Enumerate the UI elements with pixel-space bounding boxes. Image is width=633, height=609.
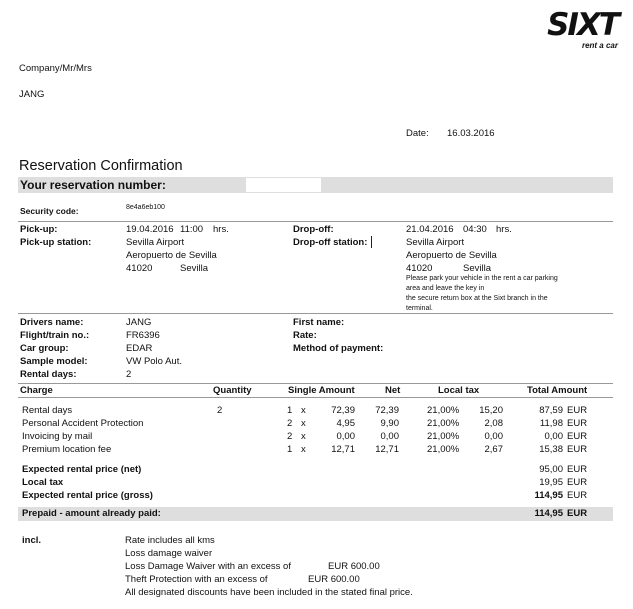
summary-net-value: 95,00 (539, 464, 563, 475)
charge-count: 2 (287, 431, 293, 442)
pickup-date: 19.04.2016 (126, 224, 174, 235)
dropoff-note-line-2: area and leave the key in (406, 285, 485, 292)
summary-net-currency: EUR (567, 464, 588, 475)
pickup-station-label: Pick-up station: (20, 237, 92, 248)
charge-total: 11,98 (539, 418, 563, 429)
charge-currency: EUR (567, 444, 588, 455)
logo-tagline: rent a car (581, 41, 618, 50)
charge-count: 1 (287, 444, 293, 455)
sample-model-label: Sample model: (20, 356, 88, 367)
charge-net: 9,90 (380, 418, 399, 429)
divider (18, 397, 613, 398)
charge-currency: EUR (567, 405, 588, 416)
divider (18, 383, 613, 384)
dropoff-note-line-1: Please park your vehicle in the rent a car parking (406, 275, 558, 282)
divider (18, 313, 613, 314)
summary-gross-value: 114,95 (534, 490, 563, 501)
charge-tax-pct: 21,00% (427, 405, 460, 416)
pickup-station-line-2: Aeropuerto de Sevilla (126, 250, 217, 261)
charge-currency: EUR (567, 431, 588, 442)
security-code-value: 8e4a6eb100 (126, 204, 165, 211)
rental-days: 2 (126, 369, 132, 380)
charge-name: Personal Accident Protection (22, 418, 144, 429)
incl-item: All designated discounts have been included in the stated final price. (125, 587, 413, 598)
charge-tax-pct: 21,00% (427, 431, 460, 442)
charge-name: Rental days (22, 405, 73, 416)
col-header-single-amount: Single Amount (288, 385, 355, 396)
dropoff-note-line-4: terminal. (406, 305, 433, 312)
charge-single: 0,00 (336, 431, 355, 442)
charge-net: 72,39 (375, 405, 399, 416)
dropoff-station-line-1: Sevilla Airport (406, 237, 465, 248)
drivers-name-label: Drivers name: (20, 317, 84, 328)
sixt-logo (530, 8, 618, 52)
charge-times: x (301, 418, 306, 429)
col-header-total-amount: Total Amount (527, 385, 588, 396)
addressee-name: JANG (19, 89, 45, 100)
car-group: EDAR (126, 343, 153, 354)
drivers-name: JANG (126, 317, 152, 328)
summary-gross-label: Expected rental price (gross) (22, 490, 153, 501)
prepaid-currency: EUR (567, 508, 588, 519)
dropoff-station-label: Drop-off station: (293, 237, 368, 248)
dropoff-note-line-3: the secure return box at the Sixt branch in the (406, 295, 548, 302)
salutation: Company/Mr/Mrs (19, 63, 92, 74)
charge-net: 0,00 (380, 431, 399, 442)
charge-tax: 2,67 (484, 444, 503, 455)
summary-gross-currency: EUR (567, 490, 588, 501)
payment-method-label: Method of payment: (293, 343, 384, 354)
charge-tax: 15,20 (479, 405, 503, 416)
incl-label: incl. (22, 535, 42, 546)
summary-tax-value: 19,95 (539, 477, 563, 488)
charge-times: x (301, 405, 306, 416)
col-header-charge: Charge (20, 385, 53, 396)
pickup-postal: 41020 (126, 263, 153, 274)
pickup-station-line-1: Sevilla Airport (126, 237, 185, 248)
pickup-time: 11:00 (180, 224, 204, 235)
rental-days-label: Rental days: (20, 369, 77, 380)
prepaid-label: Prepaid - amount already paid: (22, 508, 161, 519)
date-label: Date: (406, 128, 429, 139)
pickup-unit: hrs. (213, 224, 229, 235)
text-cursor (371, 236, 372, 248)
charge-tax: 0,00 (484, 431, 503, 442)
logo-brand: SIXT (547, 7, 618, 43)
col-header-local-tax: Local tax (438, 385, 480, 396)
incl-item: Theft Protection with an excess of (125, 574, 268, 585)
charge-currency: EUR (567, 418, 588, 429)
charge-total: 87,59 (539, 405, 563, 416)
summary-net-label: Expected rental price (net) (22, 464, 142, 475)
prepaid-value: 114,95 (534, 508, 563, 519)
charge-count: 1 (287, 405, 293, 416)
incl-item: Loss Damage Waiver with an excess of (125, 561, 291, 572)
pickup-city: Sevilla (180, 263, 208, 274)
incl-item: Rate includes all kms (125, 535, 215, 546)
rate-label: Rate: (293, 330, 317, 341)
charge-name: Invoicing by mail (22, 431, 93, 442)
charge-name: Premium location fee (22, 444, 112, 455)
col-header-quantity: Quantity (213, 385, 252, 396)
dropoff-label: Drop-off: (293, 224, 334, 235)
dropoff-date: 21.04.2016 (406, 224, 454, 235)
dropoff-postal: 41020 (406, 263, 433, 274)
charge-quantity: 2 (217, 405, 223, 416)
summary-tax-label: Local tax (22, 477, 64, 488)
car-group-label: Car group: (20, 343, 69, 354)
reservation-number-label: Your reservation number: (20, 178, 166, 192)
date-value: 16.03.2016 (447, 128, 495, 139)
summary-tax-currency: EUR (567, 477, 588, 488)
flight-label: Flight/train no.: (20, 330, 90, 341)
security-code-label: Security code: (20, 206, 79, 216)
charge-tax: 2,08 (484, 418, 503, 429)
charge-single: 12,71 (331, 444, 355, 455)
charge-single: 72,39 (331, 405, 355, 416)
first-name-label: First name: (293, 317, 345, 328)
charge-single: 4,95 (336, 418, 355, 429)
charge-tax-pct: 21,00% (427, 444, 460, 455)
charge-total: 0,00 (544, 431, 563, 442)
divider (18, 221, 613, 222)
charge-net: 12,71 (375, 444, 399, 455)
incl-excess-ldw: EUR 600.00 (328, 561, 380, 572)
dropoff-station-line-2: Aeropuerto de Sevilla (406, 250, 497, 261)
incl-excess-theft: EUR 600.00 (308, 574, 360, 585)
charge-total: 15,38 (539, 444, 563, 455)
dropoff-time: 04:30 (463, 224, 487, 235)
page-title: Reservation Confirmation (19, 158, 183, 174)
sample-model: VW Polo Aut. (126, 356, 182, 367)
col-header-net: Net (385, 385, 401, 396)
incl-item: Loss damage waiver (125, 548, 213, 559)
reservation-number-value (246, 178, 321, 192)
charge-times: x (301, 431, 306, 442)
charge-tax-pct: 21,00% (427, 418, 460, 429)
dropoff-city: Sevilla (463, 263, 491, 274)
charge-times: x (301, 444, 306, 455)
dropoff-unit: hrs. (496, 224, 512, 235)
flight-number: FR6396 (126, 330, 160, 341)
charge-count: 2 (287, 418, 293, 429)
pickup-label: Pick-up: (20, 224, 58, 235)
